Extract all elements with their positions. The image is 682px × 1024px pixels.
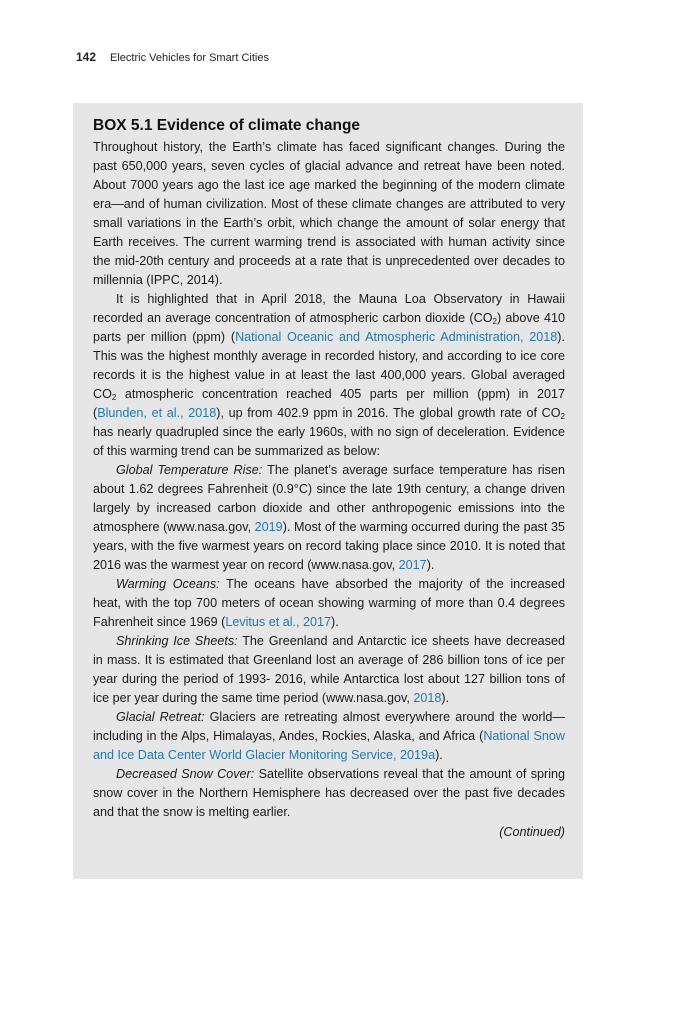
page-number: 142	[76, 50, 97, 64]
co2-text-4: atmospheric concentration reached 405 parts per million (ppm) in 2017 (	[93, 387, 565, 420]
temperature-text-3: ).	[426, 558, 435, 572]
citation-link-noaa[interactable]: National Oceanic and Atmospheric Administration, 2018	[235, 330, 558, 344]
citation-link-nasa-2019[interactable]: 2019	[254, 520, 283, 534]
continued-label: (Continued)	[499, 825, 565, 839]
snow-text-1: Satellite observations reveal that the amount of spring snow cover in the Northern Hemisphere has decreased over the past five decades and that the snow is melting earlier.	[93, 767, 565, 819]
paragraph-intro	[93, 138, 565, 290]
temperature-text-2: ). Most of the warming occurred during the past 35 years, with the five warmest years on record taking place since 2010. It is noted that 2016 was the warmest year on record (www.nasa.gov,	[93, 520, 565, 572]
citation-link-blunden[interactable]: Blunden, et al., 2018	[97, 406, 217, 420]
paragraph-ice-sheets	[93, 632, 565, 708]
lead-temperature: Global Temperature Rise:	[116, 463, 263, 477]
co2-subscript: 2	[492, 317, 497, 326]
citation-link-nasa-2018[interactable]: 2018	[413, 691, 442, 705]
paragraph-intro-text: Throughout history, the Earth’s climate has faced significant changes. During the past 650,000 years, seven cycles of glacial advance and retreat have been noted. About 7000 years ago the last ice age marked the beginning of the modern climate era—and of human civilization. Most of these climate changes are attributed to very small variations in the Earth’s orbit, which change the amount of solar energy that Earth receives. The current warming trend is associated with human activity since the mid-20th century and proceeds at a rate that is unprecedented over decades to millennia (IPPC, 2014).	[93, 140, 565, 287]
box-title: BOX 5.1 Evidence of climate change	[93, 117, 361, 134]
co2-text-3: ). This was the highest monthly average in recorded history, and according to ice core records it is the highest value in at least the last 400,000 years. Global averaged CO	[93, 330, 565, 401]
co2-text-5: ), up from 402.9 ppm in 2016. The global growth rate of CO	[216, 406, 561, 420]
ice-sheets-text-1: The Greenland and Antarctic ice sheets have decreased in mass. It is estimated that Greenland lost an average of 286 billion tons of ice per year during the period of 1993- 2016, while Antarctica lost about 127 billion tons of ice per year during the same time period (www.nasa.gov,	[93, 634, 565, 705]
ice-sheets-text-2: ).	[441, 691, 450, 705]
glacial-text-1: Glaciers are retreating almost everywhere around the world—including in the Alps, Himalayas, Andes, Rockies, Alaska, and Africa (	[93, 710, 565, 743]
running-header	[76, 50, 269, 64]
glacial-text-2: ).	[435, 748, 443, 762]
paragraph-snow	[93, 765, 565, 822]
citation-link-nasa-2017[interactable]: 2017	[398, 558, 427, 572]
co2-subscript: 2	[111, 393, 117, 402]
co2-text-6: has nearly quadrupled since the early 1960s, with no sign of deceleration. Evidence of this warming trend can be summarized as below:	[93, 425, 565, 458]
lead-oceans: Warming Oceans:	[116, 577, 220, 591]
citation-link-nsidc[interactable]: National Snow and Ice Data Center World Glacier Monitoring Service, 2019a	[93, 729, 565, 762]
co2-text-1: It is highlighted that in April 2018, the Mauna Loa Observatory in Hawaii recorded an average concentration of atmospheric carbon dioxide (CO	[93, 292, 565, 325]
lead-snow: Decreased Snow Cover:	[116, 767, 255, 781]
co2-text-2: ) above 410 parts per million (ppm) (	[93, 311, 565, 344]
paragraph-glacial	[93, 708, 565, 765]
co2-subscript: 2	[560, 412, 565, 421]
paragraph-temperature	[93, 461, 565, 575]
evidence-box	[73, 103, 583, 879]
lead-ice-sheets: Shrinking Ice Sheets:	[116, 634, 238, 648]
temperature-text-1: The planet’s average surface temperature has risen about 1.62 degrees Fahrenheit (0.9°C) since the late 19th century, a change driven largely by increased carbon dioxide and other anthropogenic emissions into the atmosphere (www.nasa.gov,	[93, 463, 565, 534]
running-title: Electric Vehicles for Smart Cities	[110, 52, 269, 64]
citation-link-levitus[interactable]: Levitus et al., 2017	[225, 615, 332, 629]
lead-glacial: Glacial Retreat:	[116, 710, 205, 724]
paragraph-oceans	[93, 575, 565, 632]
paragraph-co2	[93, 290, 565, 461]
oceans-text-1: The oceans have absorbed the majority of the increased heat, with the top 700 meters of ocean showing warming of more than 0.4 degrees Fahrenheit since 1969 (	[93, 577, 565, 629]
oceans-text-2: ).	[331, 615, 339, 629]
